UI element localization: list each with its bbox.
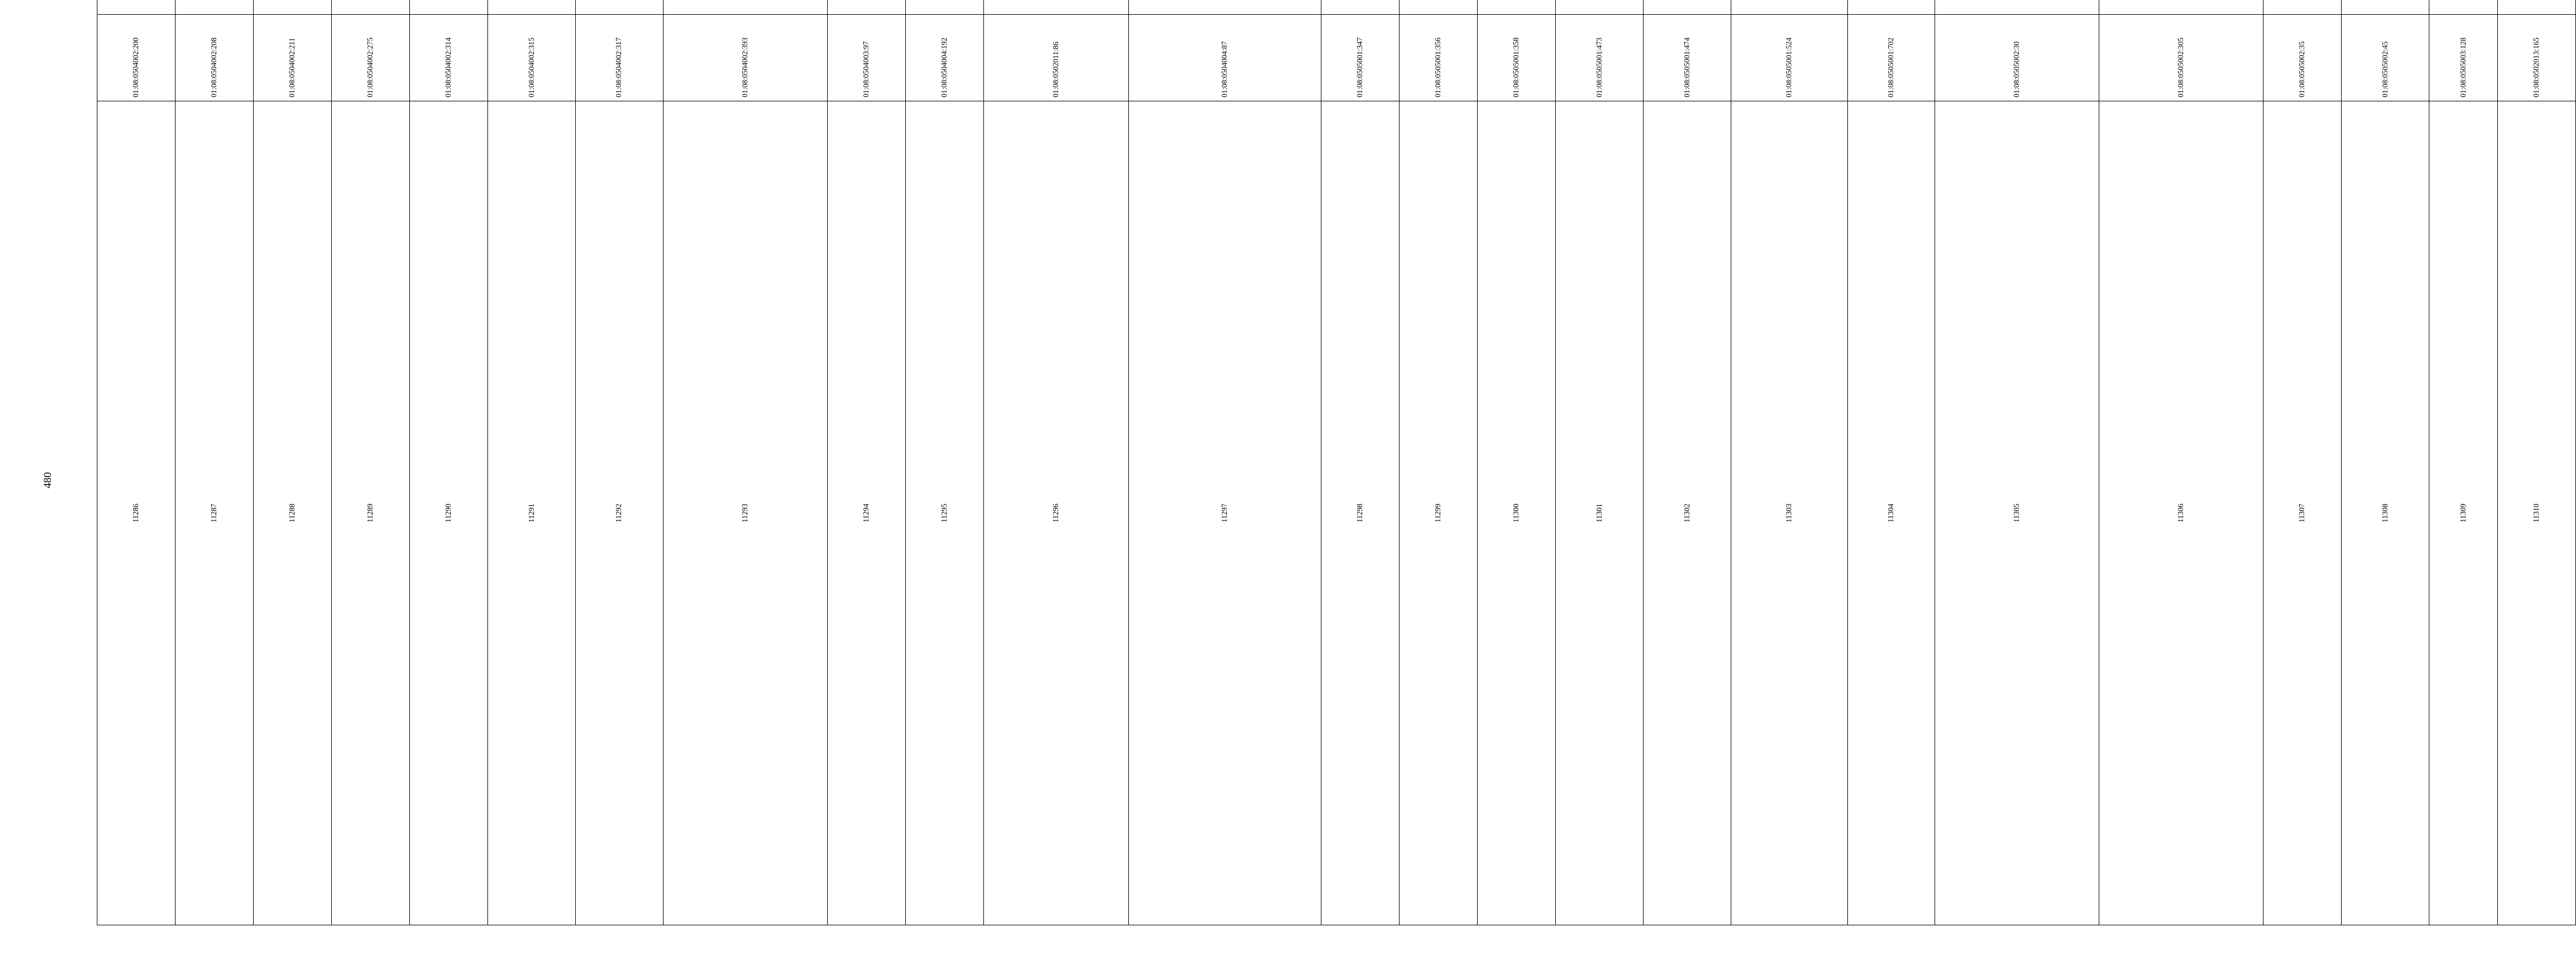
empty-cell: [1400, 0, 1478, 15]
property-table-body: [97, 0, 2576, 925]
cadastral-number: 01:08:0505001:524: [1731, 15, 1848, 101]
row-number: 11308: [2342, 101, 2429, 925]
cadastral-number: 01:08:0505002:35: [2263, 15, 2342, 101]
empty-cell: [176, 0, 254, 15]
row-number: 11306: [2099, 101, 2263, 925]
row-number: 11291: [488, 101, 576, 925]
table-row: [1478, 0, 1556, 925]
empty-cell: [2429, 0, 2498, 15]
empty-cell: [1935, 0, 2099, 15]
cadastral-number: 01:08:0505002:305: [2099, 15, 2263, 101]
cadastral-number: 01:08:0504002:200: [97, 15, 176, 101]
table-row: [1556, 0, 1644, 925]
table-row: [1731, 0, 1848, 925]
table-row: [176, 0, 254, 925]
table-row: [2263, 0, 2342, 925]
row-number: 11299: [1400, 101, 1478, 925]
empty-cell: [332, 0, 410, 15]
table-row: [983, 0, 1128, 925]
table-row: [575, 0, 663, 925]
table-row: [2429, 0, 2498, 925]
empty-cell: [827, 0, 905, 15]
table-row: [410, 0, 488, 925]
table-row: [97, 0, 176, 925]
cadastral-number: 01:08:0502013:165: [2498, 15, 2576, 101]
table-row: [2099, 0, 2263, 925]
cadastral-number: 01:08:0504002:393: [663, 15, 827, 101]
empty-cell: [1478, 0, 1556, 15]
cadastral-number: 01:08:0502011:86: [983, 15, 1128, 101]
row-number: 11290: [410, 101, 488, 925]
table-row: [1128, 0, 1321, 925]
empty-cell: [97, 0, 176, 15]
table-row: [2498, 0, 2576, 925]
row-number: 11297: [1128, 101, 1321, 925]
cadastral-number: 01:08:0505003:128: [2429, 15, 2498, 101]
table-row: [1935, 0, 2099, 925]
row-number: 11300: [1478, 101, 1556, 925]
row-number: 11296: [983, 101, 1128, 925]
cadastral-number: 01:08:0505001:347: [1321, 15, 1400, 101]
row-number: 11301: [1556, 101, 1644, 925]
cadastral-number: 01:08:0505002:45: [2342, 15, 2429, 101]
rotated-table-container: [97, 37, 2541, 925]
row-number: 11310: [2498, 101, 2576, 925]
table-row: [332, 0, 410, 925]
empty-cell: [488, 0, 576, 15]
table-row: [905, 0, 983, 925]
cadastral-number: 01:08:0504004:87: [1128, 15, 1321, 101]
table-row: [2342, 0, 2429, 925]
row-number: 11289: [332, 101, 410, 925]
cadastral-number: 01:08:0505001:702: [1847, 15, 1935, 101]
page-number: 480: [42, 472, 54, 489]
cadastral-number: 01:08:0504004:192: [905, 15, 983, 101]
table-row: [1321, 0, 1400, 925]
empty-cell: [663, 0, 827, 15]
row-number: 11286: [97, 101, 176, 925]
cadastral-number: 01:08:0504002:315: [488, 15, 576, 101]
empty-cell: [410, 0, 488, 15]
cadastral-number: 01:08:0504003:97: [827, 15, 905, 101]
row-number: 11305: [1935, 101, 2099, 925]
row-number: 11307: [2263, 101, 2342, 925]
table-row: [254, 0, 332, 925]
empty-cell: [905, 0, 983, 15]
empty-cell: [1731, 0, 1848, 15]
row-number: 11288: [254, 101, 332, 925]
empty-cell: [1556, 0, 1644, 15]
cadastral-number: 01:08:0505001:474: [1644, 15, 1731, 101]
cadastral-number: 01:08:0505001:358: [1478, 15, 1556, 101]
empty-cell: [254, 0, 332, 15]
cadastral-number: 01:08:0504002:211: [254, 15, 332, 101]
empty-cell: [2498, 0, 2576, 15]
empty-cell: [2263, 0, 2342, 15]
row-number: 11298: [1321, 101, 1400, 925]
empty-cell: [1847, 0, 1935, 15]
cadastral-number: 01:08:0504002:208: [176, 15, 254, 101]
row-number: 11304: [1847, 101, 1935, 925]
empty-cell: [1321, 0, 1400, 15]
cadastral-number: 01:08:0505001:356: [1400, 15, 1478, 101]
row-number: 11287: [176, 101, 254, 925]
row-number: 11292: [575, 101, 663, 925]
empty-cell: [2099, 0, 2263, 15]
row-number: 11294: [827, 101, 905, 925]
row-number: 11303: [1731, 101, 1848, 925]
cadastral-number: 01:08:0505001:473: [1556, 15, 1644, 101]
table-row: [1644, 0, 1731, 925]
row-number: 11302: [1644, 101, 1731, 925]
cadastral-number: 01:08:0504002:314: [410, 15, 488, 101]
table-row: [1400, 0, 1478, 925]
row-number: 11293: [663, 101, 827, 925]
table-row: [663, 0, 827, 925]
row-number: 11309: [2429, 101, 2498, 925]
table-row: [827, 0, 905, 925]
row-number: 11295: [905, 101, 983, 925]
cadastral-number: 01:08:0504002:317: [575, 15, 663, 101]
cadastral-number: 01:08:0505002:30: [1935, 15, 2099, 101]
cadastral-number: 01:08:0504002:275: [332, 15, 410, 101]
empty-cell: [2342, 0, 2429, 15]
empty-cell: [1128, 0, 1321, 15]
property-table: [97, 0, 2576, 925]
table-row: [488, 0, 576, 925]
empty-cell: [1644, 0, 1731, 15]
empty-cell: [983, 0, 1128, 15]
table-row: [1847, 0, 1935, 925]
empty-cell: [575, 0, 663, 15]
